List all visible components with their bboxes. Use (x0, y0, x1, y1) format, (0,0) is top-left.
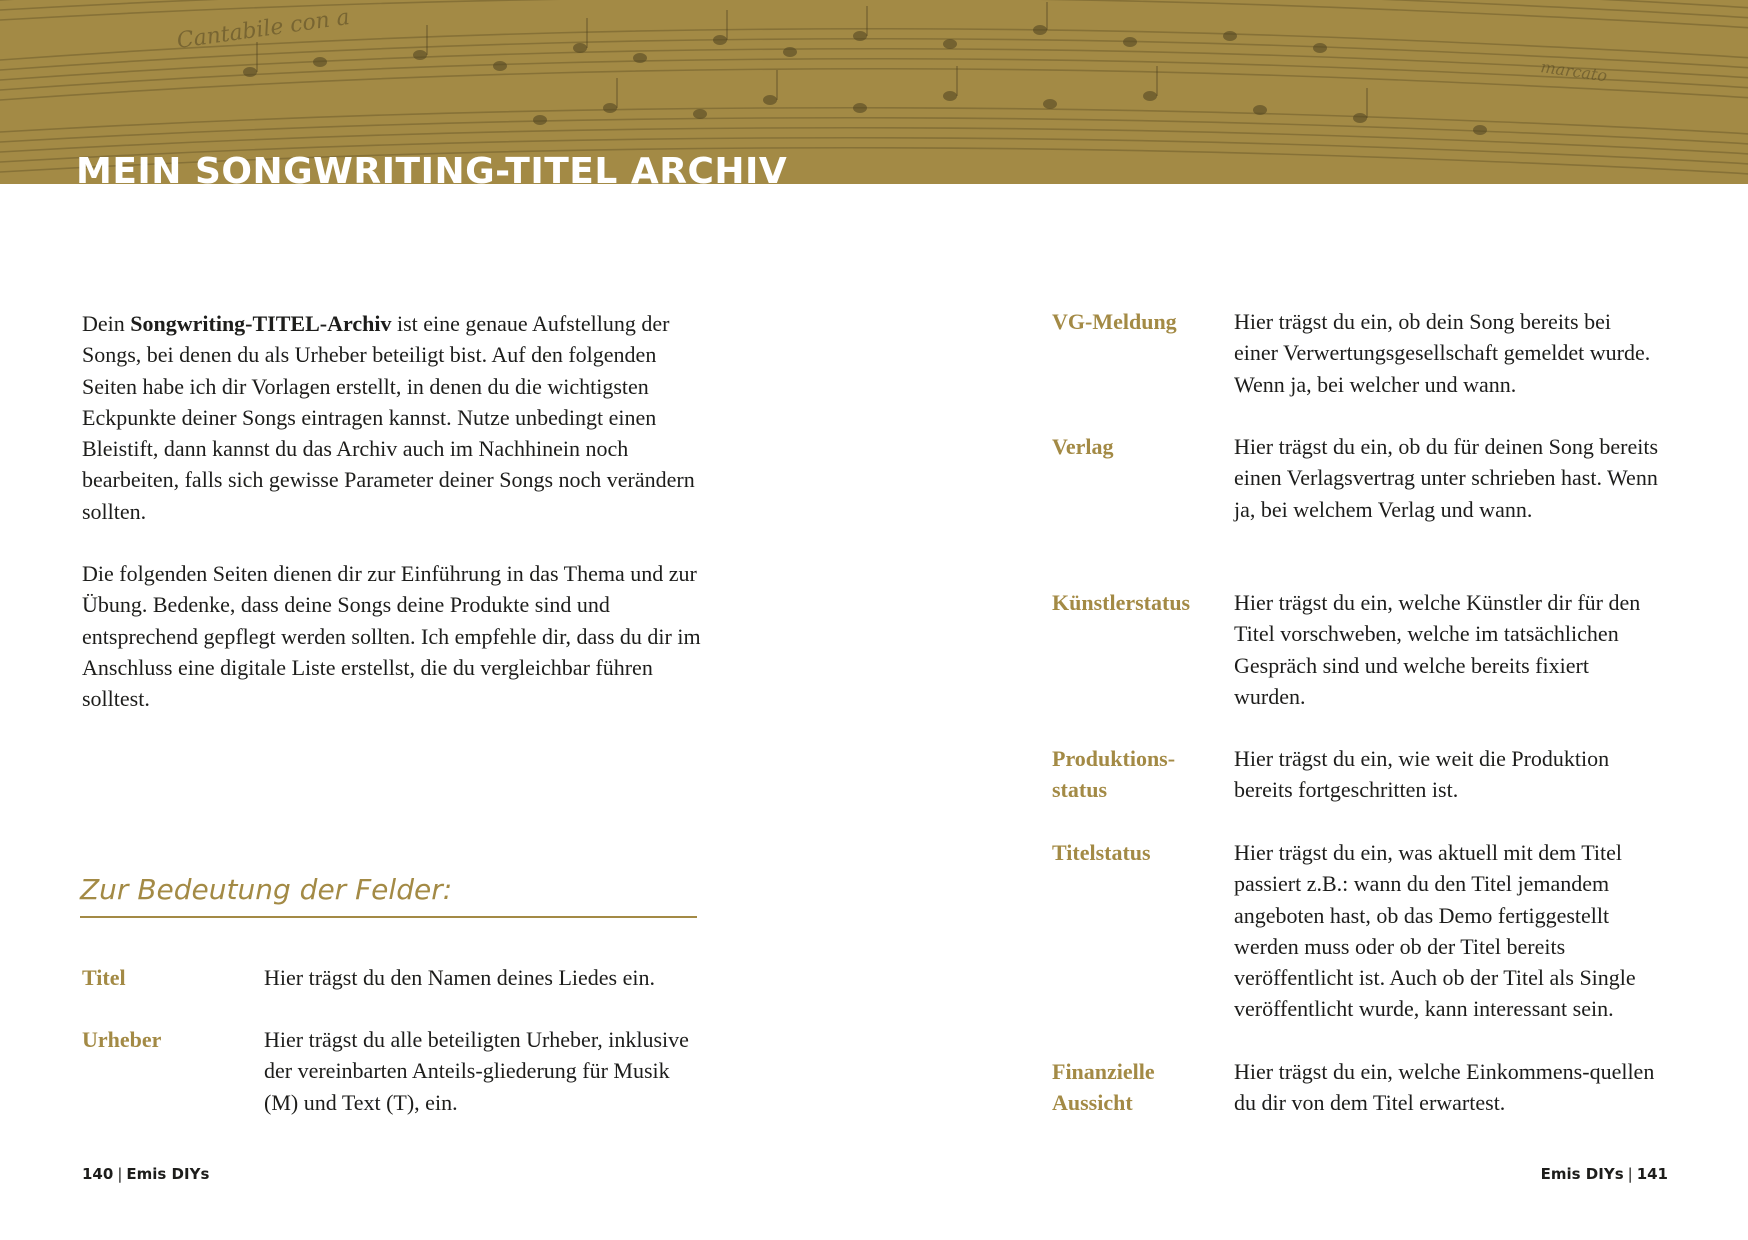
footer-separator: | (117, 1165, 123, 1183)
field-titel (82, 962, 704, 993)
footer-label: Emis DIYs (126, 1165, 210, 1183)
footer-label: Emis DIYs (1540, 1165, 1624, 1183)
header-banner (0, 0, 1748, 184)
field-urheber (82, 1024, 704, 1118)
field-description: Hier trägst du ein, welche Einkommens-quellen du dir von dem Titel erwartest. (1234, 1059, 1655, 1116)
intro-text (82, 308, 702, 746)
section-heading: Zur Bedeutung der Felder: (80, 873, 453, 906)
page-number: 140 (82, 1165, 114, 1183)
banner-music-marking: marcato (1539, 57, 1609, 86)
field-verlag (1052, 431, 1659, 525)
field-description: Hier trägst du alle beteiligten Urheber, inklusive der vereinbarten Anteils-gliederung für Musik (M) und Text (T), ein. (264, 1027, 689, 1115)
field-description: Hier trägst du den Namen deines Liedes ein. (264, 965, 655, 990)
field-description: Hier trägst du ein, ob dein Song bereits bei einer Verwertungsgesellschaft gemeldet wurde. Wenn ja, bei welcher und wann. (1234, 309, 1651, 397)
footer-separator: | (1627, 1165, 1633, 1183)
field-term: Titel (82, 965, 126, 990)
field-description: Hier trägst du ein, wie weit die Produktion bereits fortgeschritten ist. (1234, 746, 1610, 803)
field-produktionsstatus (1052, 743, 1659, 806)
intro-paragraph-2: Die folgenden Seiten dienen dir zur Einführung in das Thema und zur Übung. Bedenke, dass deine Songs deine Produkte sind und entsprechend gepflegt werden sollten. Ich empfehle dir, dass du dir im Anschluss eine digitale Liste erstellst, die du vergleichbar führen solltest. (82, 561, 701, 712)
field-description: Hier trägst du ein, ob du für deinen Song bereits einen Verlagsvertrag unter schrieben hast. Wenn ja, bei welchem Verlag und wann. (1234, 434, 1659, 522)
banner-music-text: Cantabile con a (175, 4, 352, 54)
field-description: Hier trägst du ein, welche Künstler dir für den Titel vorschweben, welche im tatsächlichen Gespräch sind und welche bereits fixiert wurden. (1234, 590, 1641, 709)
field-term: Produktions-status (1052, 746, 1176, 803)
field-term: Urheber (82, 1027, 162, 1052)
intro-rest: ist eine genaue Aufstellung der Songs, bei denen du als Urheber beteiligt bist. Auf den folgenden Seiten habe ich dir Vorlagen erstellt, in denen du die wichtigsten Eckpunkte deiner Songs eintragen kannst. Nutze unbedingt einen Bleistift, dann kannst du das Archiv auch im Nachhinein noch bearbeiten, falls sich gewisse Parameter deiner Songs noch verändern sollten. (82, 311, 695, 524)
field-term: VG-Meldung (1052, 309, 1177, 334)
field-titelstatus (1052, 837, 1659, 1025)
field-finanzielle-aussicht (1052, 1056, 1659, 1119)
page-title: MEIN SONGWRITING-TITEL ARCHIV (76, 151, 788, 184)
page-number: 141 (1636, 1165, 1668, 1183)
field-term: Künstlerstatus (1052, 590, 1191, 615)
footer-left (82, 1162, 209, 1186)
section-divider (80, 916, 697, 918)
field-term: Verlag (1052, 434, 1114, 459)
field-kuenstlerstatus (1052, 587, 1659, 712)
field-description: Hier trägst du ein, was aktuell mit dem Titel passiert z.B.: wann du den Titel jemandem angeboten hast, ob das Demo fertiggestellt werden muss oder ob der Titel bereits veröffentlicht ist. Auch ob der Titel als Single veröffentlicht wurde, kann interessant sein. (1234, 840, 1636, 1022)
intro-prefix: Dein (82, 311, 131, 336)
intro-highlight: Songwriting-TITEL-Archiv (130, 311, 392, 336)
field-vg-meldung (1052, 306, 1659, 400)
intro-paragraph-1 (82, 308, 702, 527)
footer-right (1541, 1162, 1668, 1186)
field-term: Titelstatus (1052, 840, 1151, 865)
field-term: Finanzielle Aussicht (1052, 1059, 1155, 1116)
